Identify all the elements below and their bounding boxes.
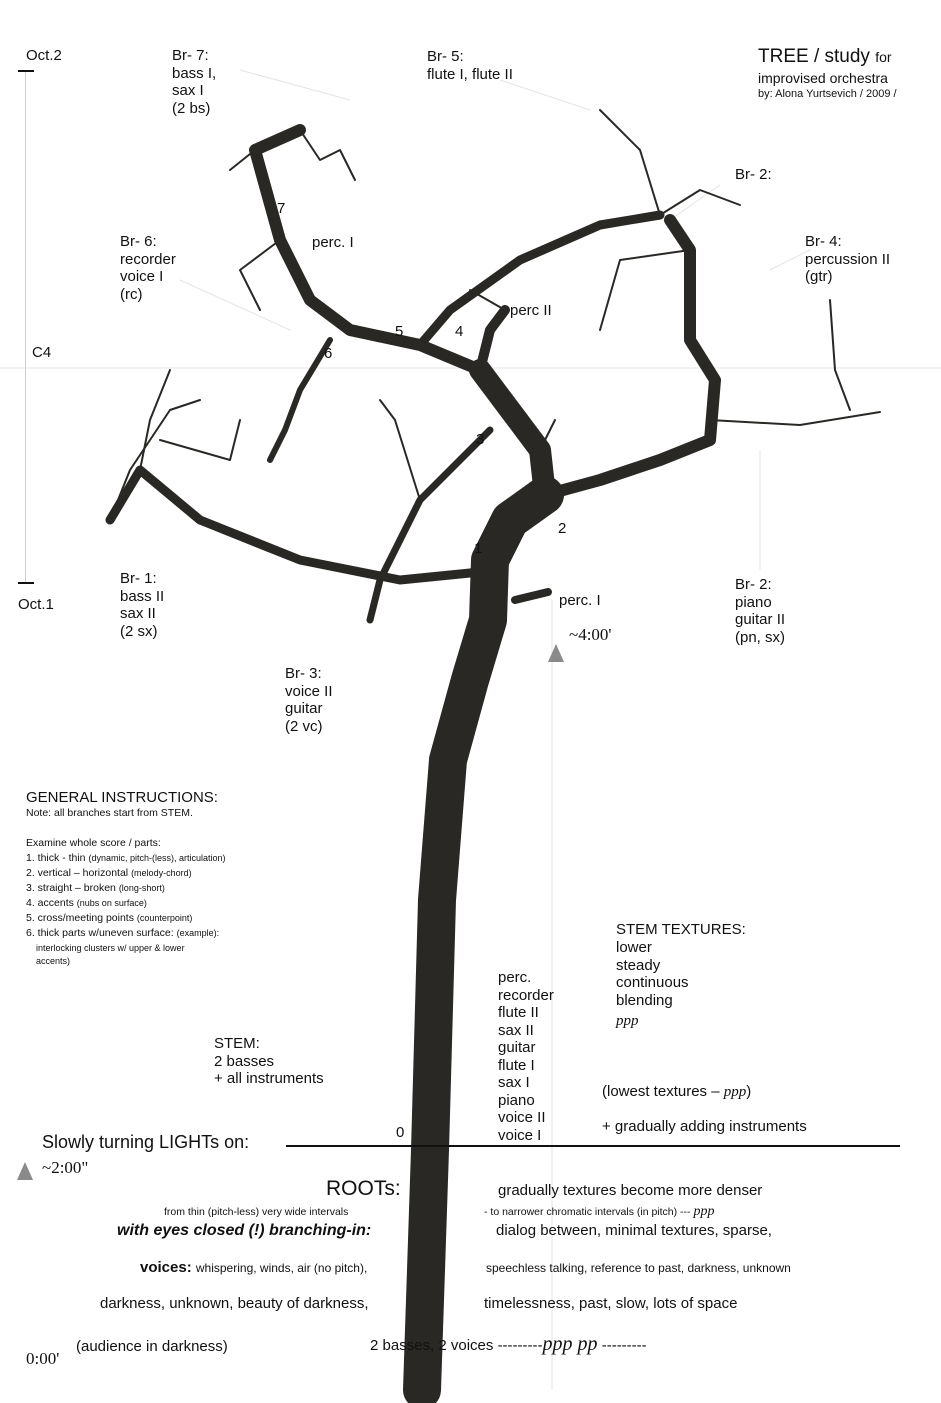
score-title bbox=[758, 46, 892, 68]
roots-timeless: timelessness, past, slow, lots of space bbox=[484, 1295, 738, 1312]
timing-4-triangle bbox=[548, 644, 564, 662]
lowest-textures: (lowest textures – ppp) bbox=[602, 1083, 752, 1100]
node-0: 0 bbox=[396, 1124, 405, 1141]
timing-4-label: ~4:00' bbox=[569, 625, 612, 644]
pitch-top-tick bbox=[18, 70, 34, 72]
branch-4-label: Br- 4: percussion II (gtr) bbox=[805, 233, 891, 285]
node-7: 7 bbox=[277, 200, 286, 217]
roots-basses: 2 basses, 2 voices ---------ppp pp --------- bbox=[370, 1333, 647, 1355]
perc-I-upper-label: perc. I bbox=[312, 234, 354, 251]
branch-7-label: Br- 7: bass I, sax I (2 bs) bbox=[172, 47, 217, 117]
roots-denser: gradually textures become more denser bbox=[498, 1182, 763, 1199]
stem-label: STEM: 2 basses + all instruments bbox=[214, 1035, 324, 1087]
pitch-bottom-tick bbox=[18, 582, 34, 584]
roots-speechless: speechless talking, reference to past, darkness, unknown bbox=[486, 1261, 791, 1275]
instruction-item: 1. thick - thin (dynamic, pitch-(less), articulation) bbox=[26, 852, 226, 864]
instructions-example: interlocking clusters w/ upper & lower accents) bbox=[36, 943, 185, 966]
timing-2-triangle bbox=[17, 1162, 33, 1180]
pitch-scale-line bbox=[25, 72, 26, 582]
pitch-middle-label: C4 bbox=[32, 344, 52, 361]
timing-2-label: ~2:00" bbox=[42, 1158, 89, 1177]
gradually-adding: + gradually adding instruments bbox=[602, 1118, 807, 1135]
roots-voices: voices: whispering, winds, air (no pitch), bbox=[140, 1259, 368, 1276]
node-6: 6 bbox=[324, 345, 333, 362]
pitch-bottom-label: Oct.1 bbox=[18, 596, 54, 613]
stem-textures-dynamic: ppp bbox=[616, 1013, 639, 1029]
stem-textures-heading: STEM TEXTURES: bbox=[616, 921, 746, 938]
branch-5-label: Br- 5: flute I, flute II bbox=[427, 48, 513, 83]
node-5: 5 bbox=[395, 323, 404, 340]
ground-line bbox=[286, 1145, 900, 1147]
stem-instrument-list: perc. recorder flute II sax II guitar flute I sax I piano voice II voice I bbox=[498, 969, 554, 1144]
roots-narrower: - to narrower chromatic intervals (in pitch) --- ppp bbox=[484, 1204, 715, 1219]
pitch-top-label: Oct.2 bbox=[26, 47, 62, 64]
node-1: 1 bbox=[474, 540, 483, 557]
perc-I-lower-label: perc. I bbox=[559, 592, 601, 609]
title-suffix: for bbox=[875, 49, 892, 65]
roots-dialog: dialog between, minimal textures, sparse, bbox=[496, 1222, 772, 1239]
roots-heading: ROOTs: bbox=[326, 1177, 401, 1200]
instruction-item: 3. straight – broken (long-short) bbox=[26, 882, 165, 894]
branch-2-top-label: Br- 2: bbox=[735, 166, 772, 183]
stem-textures-list: lower steady continuous blending bbox=[616, 939, 689, 1009]
instruction-item: 6. thick parts w/uneven surface: (example): bbox=[26, 927, 220, 939]
lights-label: Slowly turning LIGHTs on: bbox=[42, 1132, 250, 1152]
instruction-item: 5. cross/meeting points (counterpoint) bbox=[26, 912, 193, 924]
instructions-heading: GENERAL INSTRUCTIONS: bbox=[26, 789, 218, 806]
branch-6-label: Br- 6: recorder voice I (rc) bbox=[120, 233, 176, 303]
instructions-examine: Examine whole score / parts: bbox=[26, 837, 161, 849]
roots-darkness: darkness, unknown, beauty of darkness, bbox=[100, 1295, 369, 1312]
branch-2-label: Br- 2: piano guitar II (pn, sx) bbox=[735, 576, 786, 646]
title-text: TREE / study bbox=[758, 46, 870, 67]
node-3: 3 bbox=[476, 431, 485, 448]
perc-II-label: perc II bbox=[510, 302, 552, 319]
instructions-note: Note: all branches start from STEM. bbox=[26, 807, 193, 819]
roots-audience: (audience in darkness) bbox=[76, 1338, 228, 1355]
instruction-item: 4. accents (nubs on surface) bbox=[26, 897, 147, 909]
roots-thin: from thin (pitch-less) very wide intervals bbox=[164, 1206, 349, 1218]
branch-3-label: Br- 3: voice II guitar (2 vc) bbox=[285, 665, 333, 735]
instruction-item: 2. vertical – horizontal (melody-chord) bbox=[26, 867, 192, 879]
timing-0-label: 0:00' bbox=[26, 1349, 60, 1368]
roots-eyes-closed: with eyes closed (!) branching-in: bbox=[117, 1222, 372, 1239]
instructions-list bbox=[26, 851, 226, 941]
branch-1-label: Br- 1: bass II sax II (2 sx) bbox=[120, 570, 165, 640]
score-subtitle: improvised orchestra bbox=[758, 70, 888, 86]
node-2: 2 bbox=[558, 520, 567, 537]
score-byline: by: Alona Yurtsevich / 2009 / bbox=[758, 88, 897, 100]
node-4: 4 bbox=[455, 323, 464, 340]
